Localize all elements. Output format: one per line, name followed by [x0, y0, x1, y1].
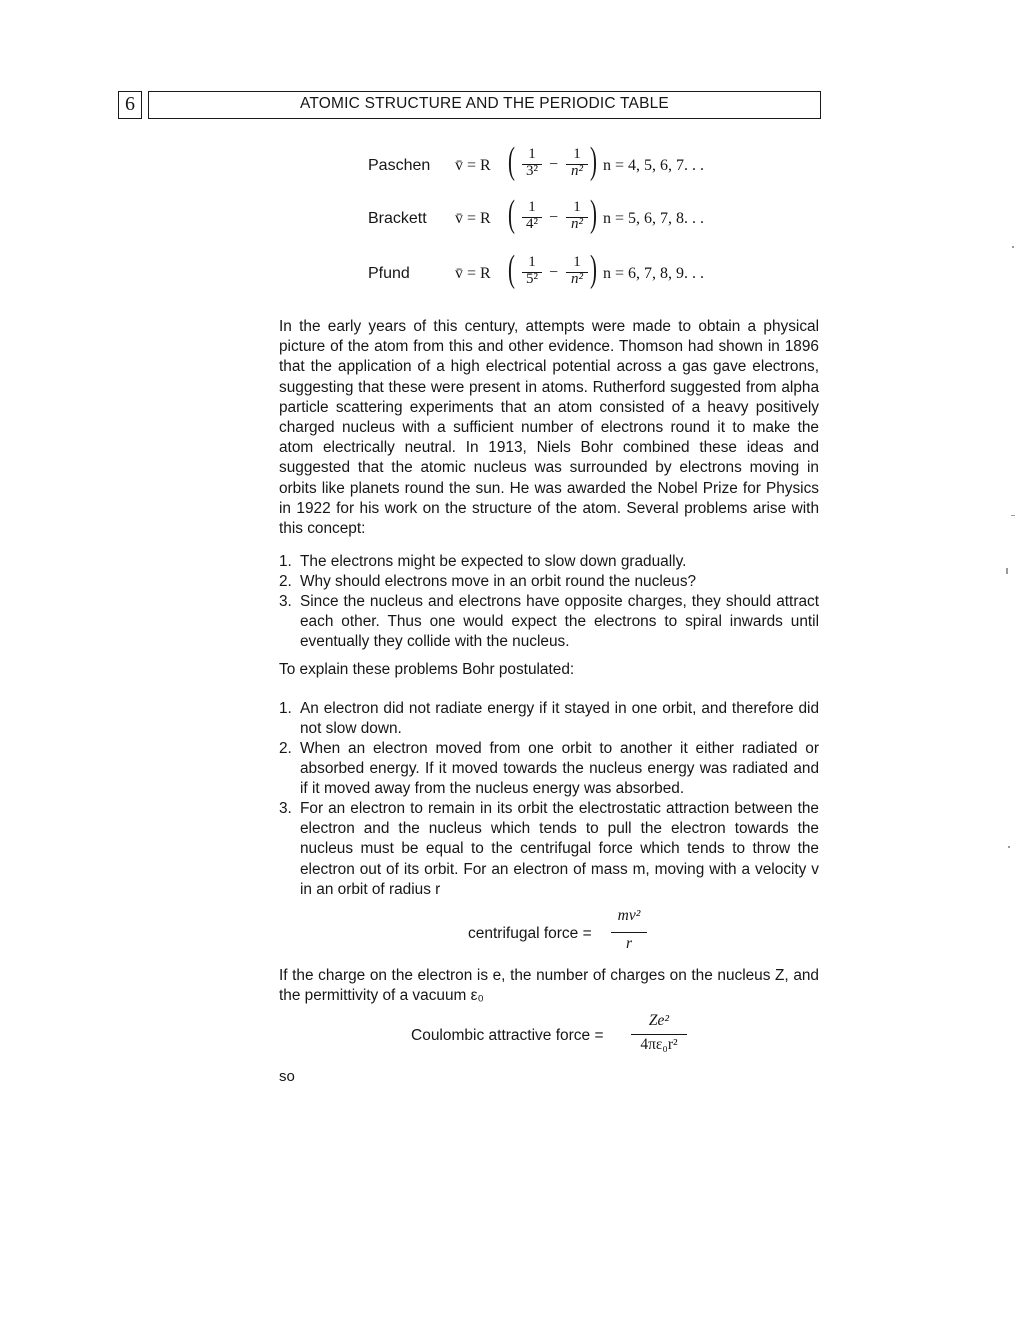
fraction-numerator: 1 — [528, 146, 536, 162]
equation-numerator: mv² — [617, 907, 641, 924]
minus-sign: − — [549, 156, 559, 173]
page-number: 6 — [118, 91, 142, 119]
equation-label: Coulombic attractive force = — [411, 1027, 604, 1044]
list-item-number: 3. — [279, 593, 292, 610]
formula-prefix: v̄ = R — [455, 157, 491, 174]
list-item: An electron did not radiate energy if it stayed in one orbit, and therefore did not slow down. — [300, 700, 819, 738]
list-item-number: 3. — [279, 800, 292, 817]
fraction-bar — [611, 932, 647, 933]
charge-paragraph: If the charge on the electron is e, the number of charges on the nucleus Z, and the permittivity of a vacuum ε₀ — [279, 967, 819, 1005]
list-item: For an electron to remain in its orbit the electrostatic attraction between the electron and the nucleus which tends to pull the electron towards the nucleus must be equal to the centrifugal force which tends to throw the electron out of its orbit. For an electron of mass m, moving with a velocity v in an orbit of radius r — [300, 800, 819, 898]
left-paren: ( — [508, 140, 515, 182]
scan-speck — [1008, 846, 1010, 848]
series-name: Brackett — [368, 210, 427, 227]
fraction-denominator: 5² — [526, 271, 538, 287]
scan-speck — [1006, 568, 1008, 574]
equation-numerator: Ze² — [648, 1012, 670, 1029]
formula-prefix: v̄ = R — [455, 210, 491, 227]
scan-speck — [1011, 515, 1015, 516]
fraction-numerator: 1 — [573, 199, 581, 215]
history-paragraph: In the early years of this century, attempts were made to obtain a physical picture of the atom from this and other evidence. Thomson had shown in 1896 that the application of a high electrical potential across a gas gave electrons, suggesting that these were present in atoms. Rutherford suggested from alpha particle scattering experiments that an atom consisted of a heavy positively charged nucleus with a sufficient number of electrons round it to make the atom electrically neutral. In 1913, Niels Bohr combined these ideas and suggested that the atomic nucleus was surrounded by electrons moving in orbits like planets round the sun. He was awarded the Nobel Prize for Physics in 1922 for his work on the structure of the atom. Several problems arise with this concept: — [279, 318, 819, 538]
fraction-denominator: n² — [571, 163, 583, 179]
series-name: Pfund — [368, 265, 410, 282]
equation-denominator: 4πε₀r² — [640, 1036, 678, 1053]
right-paren: ) — [590, 248, 597, 290]
fraction-bar — [631, 1034, 687, 1035]
fraction-numerator: 1 — [528, 199, 536, 215]
list-item: The electrons might be expected to slow down gradually. — [300, 553, 687, 570]
list-item: When an electron moved from one orbit to another it either radiated or absorbed energy. If it moved towards the nucleus energy was radiated and if it moved away from the nucleus energy was absorbed. — [300, 740, 819, 798]
equation-label: centrifugal force = — [468, 925, 592, 942]
series-name: Paschen — [368, 157, 431, 174]
left-paren: ( — [508, 193, 515, 235]
left-paren: ( — [508, 248, 515, 290]
formula-prefix: v̄ = R — [455, 265, 491, 282]
list-item-number: 1. — [279, 700, 292, 717]
fraction-denominator: n² — [571, 216, 583, 232]
right-paren: ) — [590, 193, 597, 235]
header-rule — [148, 118, 821, 119]
n-values: n = 4, 5, 6, 7. . . — [603, 157, 705, 174]
list-item-number: 2. — [279, 573, 292, 590]
scan-speck — [1012, 246, 1014, 248]
n-values: n = 6, 7, 8, 9. . . — [603, 265, 705, 282]
right-paren: ) — [590, 140, 597, 182]
fraction-numerator: 1 — [528, 254, 536, 270]
fraction-denominator: 3² — [526, 163, 538, 179]
page-footer: so — [279, 1068, 295, 1085]
list-item-number: 2. — [279, 740, 292, 757]
list-item-number: 1. — [279, 553, 292, 570]
fraction-denominator: 4² — [526, 216, 538, 232]
fraction-numerator: 1 — [573, 254, 581, 270]
n-values: n = 5, 6, 7, 8. . . — [603, 210, 705, 227]
list-item: Since the nucleus and electrons have opposite charges, they should attract each other. Thus one would expect the electrons to spiral inwards until eventually they collide with the nucleus. — [300, 593, 819, 651]
fraction-denominator: n² — [571, 271, 583, 287]
list-item: Why should electrons move in an orbit round the nucleus? — [300, 573, 697, 590]
running-title: ATOMIC STRUCTURE AND THE PERIODIC TABLE — [300, 95, 669, 112]
minus-sign: − — [549, 209, 559, 226]
minus-sign: − — [549, 264, 559, 281]
postulate-intro: To explain these problems Bohr postulated: — [279, 661, 575, 678]
fraction-numerator: 1 — [573, 146, 581, 162]
equation-denominator: r — [625, 935, 633, 952]
